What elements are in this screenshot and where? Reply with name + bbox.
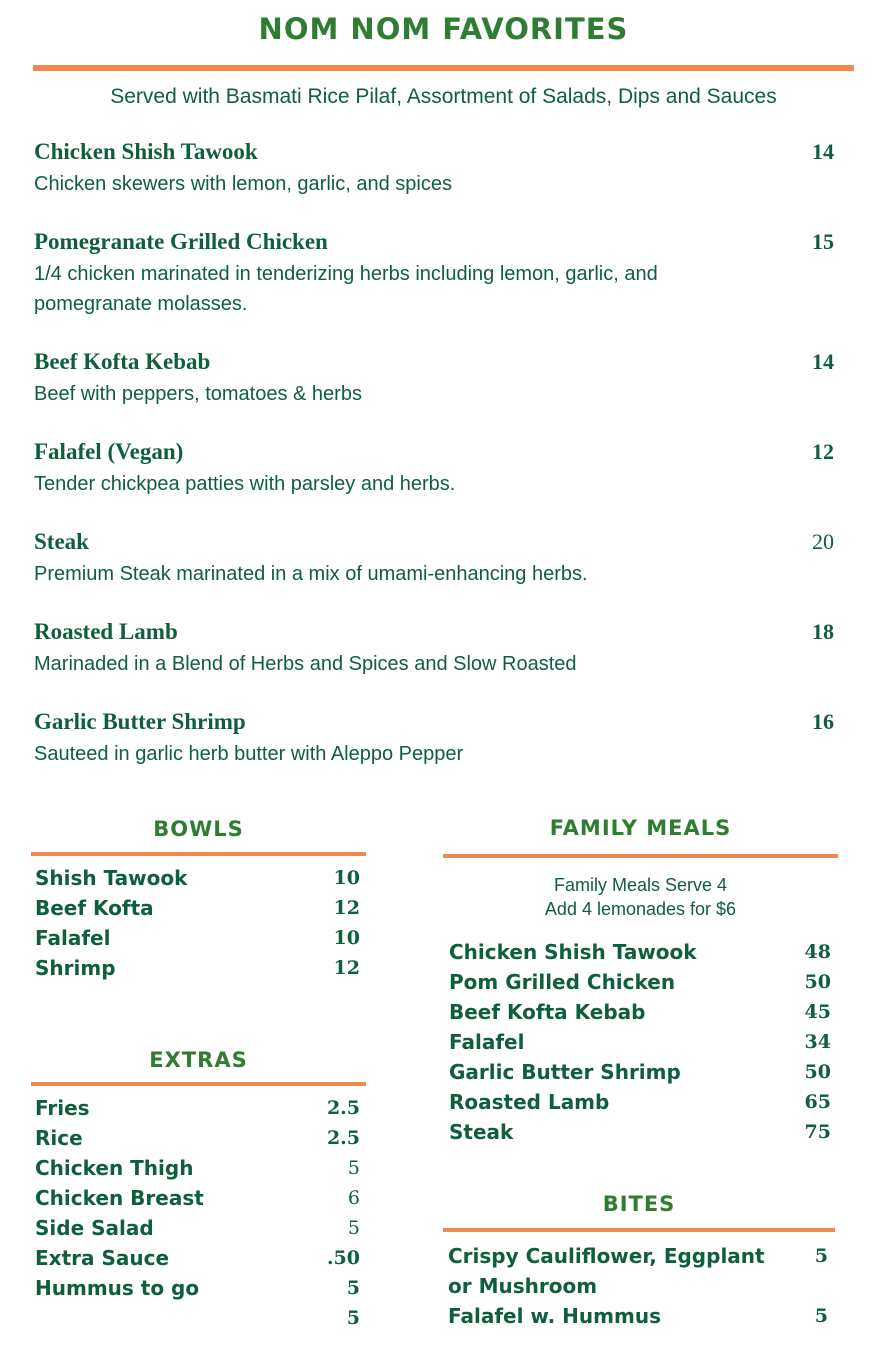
menu-item: [34, 709, 834, 769]
item-price: 2.5: [326, 1127, 360, 1149]
item-name: Roasted Lamb: [34, 619, 178, 644]
family-meals-list: [449, 937, 831, 1147]
list-item: [449, 967, 831, 997]
item-name: Extra Sauce: [35, 1246, 170, 1270]
item-price: 45: [804, 1001, 831, 1023]
item-name: Beef Kofta Kebab: [449, 1000, 646, 1024]
menu-item: [34, 229, 834, 319]
list-item: [449, 1027, 831, 1057]
item-description: Sauteed in garlic herb butter with Aleppo Pepper: [34, 743, 464, 765]
item-price: 14: [812, 139, 834, 164]
item-description: Tender chickpea patties with parsley and herbs.: [34, 473, 456, 495]
item-description: Chicken skewers with lemon, garlic, and spices: [34, 173, 452, 195]
item-description: 1/4 chicken marinated in tenderizing herbs including lemon, garlic, and pomegranate molasses.: [34, 263, 658, 315]
item-name: Garlic Butter Shrimp: [34, 709, 246, 734]
item-price: 65: [804, 1091, 831, 1113]
item-description: Premium Steak marinated in a mix of umami-enhancing herbs.: [34, 563, 588, 585]
item-name: Falafel: [449, 1030, 525, 1054]
item-price: 10: [333, 867, 360, 889]
extras-divider: [31, 1082, 366, 1086]
item-price: 12: [812, 439, 834, 464]
item-price: 16: [812, 709, 834, 734]
title-divider: [33, 65, 854, 71]
item-price: 50: [804, 1061, 831, 1083]
list-item: [35, 1153, 360, 1183]
item-price: 2.5: [326, 1097, 360, 1119]
item-price: 5: [814, 1245, 828, 1267]
item-description: Marinaded in a Blend of Herbs and Spices and Slow Roasted: [34, 653, 577, 675]
list-item: [35, 923, 360, 953]
item-price: 5: [346, 1277, 360, 1299]
family-meals-note: [443, 873, 838, 921]
item-name: Steak: [34, 529, 89, 554]
item-price: 12: [333, 957, 360, 979]
item-price: 48: [804, 941, 831, 963]
family-meals-heading: FAMILY MEALS: [549, 816, 732, 840]
list-item: [35, 1213, 360, 1243]
item-name: Falafel (Vegan): [34, 439, 184, 464]
item-price: 75: [804, 1121, 831, 1143]
list-item: [35, 1183, 360, 1213]
list-item: [35, 1123, 360, 1153]
menu-item: [34, 619, 834, 679]
list-item: [35, 1303, 360, 1333]
list-item: [35, 893, 360, 923]
item-price: 5: [814, 1305, 828, 1327]
item-price: 5: [347, 1157, 360, 1179]
list-item: [448, 1241, 828, 1301]
item-name: Shrimp: [35, 956, 116, 980]
item-name: Chicken Shish Tawook: [449, 940, 697, 964]
list-item: [448, 1301, 828, 1331]
bites-list: [448, 1241, 828, 1331]
bites-divider: [443, 1228, 835, 1232]
item-price: 34: [804, 1031, 831, 1053]
list-item: [35, 953, 360, 983]
list-item: [35, 1243, 360, 1273]
list-item: [449, 1057, 831, 1087]
item-price: 5: [347, 1217, 360, 1239]
list-item: [449, 937, 831, 967]
bowls-divider: [31, 852, 366, 856]
item-name: Chicken Thigh: [35, 1156, 194, 1180]
item-name: Fries: [35, 1096, 90, 1120]
item-name: Roasted Lamb: [449, 1090, 610, 1114]
menu-item: [34, 529, 834, 589]
item-name: Chicken Shish Tawook: [34, 139, 258, 164]
extras-heading: EXTRAS: [149, 1048, 248, 1072]
bowls-list: [35, 863, 360, 983]
item-name: Chicken Breast: [35, 1186, 204, 1210]
family-meals-divider: [443, 854, 838, 858]
list-item: [35, 863, 360, 893]
item-price: 18: [812, 619, 834, 644]
item-name: Hummus to go: [35, 1276, 200, 1300]
item-name: Pomegranate Grilled Chicken: [34, 229, 328, 254]
item-description: Beef with peppers, tomatoes & herbs: [34, 383, 362, 405]
bites-heading: BITES: [602, 1192, 676, 1216]
menu-item: [34, 349, 834, 409]
list-item: [449, 1087, 831, 1117]
item-name: Beef Kofta Kebab: [34, 349, 211, 374]
item-name: Garlic Butter Shrimp: [449, 1060, 681, 1084]
menu-item: [34, 439, 834, 499]
item-name: Side Salad: [35, 1216, 154, 1240]
item-price: 6: [347, 1187, 360, 1209]
item-price: 50: [804, 971, 831, 993]
item-name: Steak: [449, 1120, 514, 1144]
item-name: Crispy Cauliflower, Eggplant or Mushroom: [448, 1244, 765, 1298]
list-item: [35, 1093, 360, 1123]
item-price: 10: [333, 927, 360, 949]
favorites-list: [34, 139, 834, 799]
extras-list: [35, 1093, 360, 1333]
item-name: Pom Grilled Chicken: [449, 970, 676, 994]
family-meals-lemonade: Add 4 lemonades for $6: [544, 899, 737, 919]
item-price: 14: [812, 349, 834, 374]
list-item: [35, 1273, 360, 1303]
item-price: 12: [333, 897, 360, 919]
menu-subtitle: Served with Basmati Rice Pilaf, Assortment of Salads, Dips and Sauces: [110, 85, 777, 108]
menu-title: NOM NOM FAVORITES: [258, 12, 629, 46]
list-item: [449, 997, 831, 1027]
list-item: [449, 1117, 831, 1147]
family-meals-serves: Family Meals Serve 4: [553, 875, 728, 895]
item-name: Falafel w. Hummus: [448, 1304, 661, 1328]
item-price: 20: [812, 529, 834, 554]
item-price: .50: [326, 1247, 360, 1269]
item-price: 15: [812, 229, 834, 254]
item-name: Falafel: [35, 926, 111, 950]
item-name: Rice: [35, 1126, 83, 1150]
item-name: Beef Kofta: [35, 896, 154, 920]
item-name: Shish Tawook: [35, 866, 188, 890]
bowls-heading: BOWLS: [153, 817, 244, 841]
menu-item: [34, 139, 834, 199]
item-price: 5: [346, 1307, 360, 1329]
